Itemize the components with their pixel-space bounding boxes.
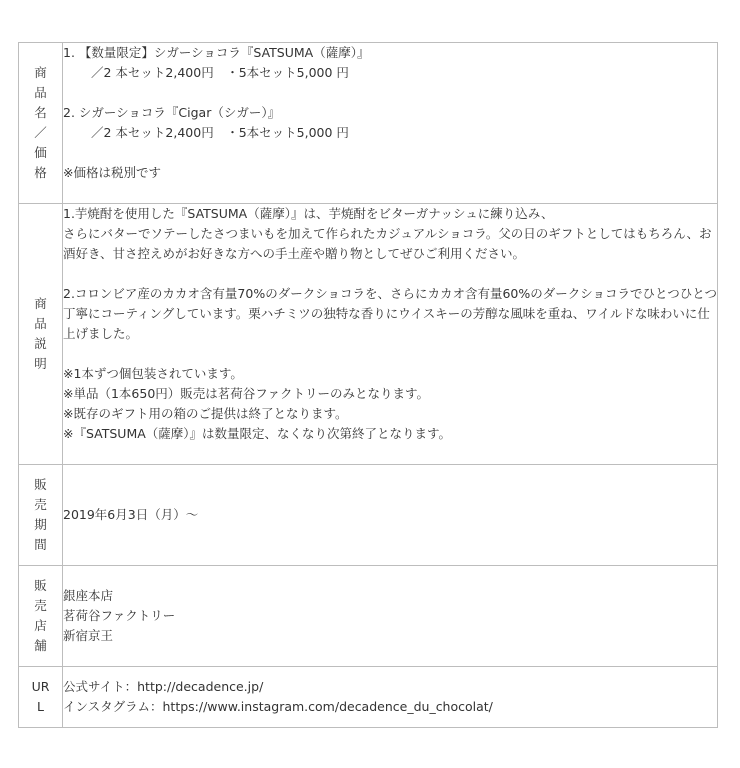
row-label (19, 465, 63, 566)
store-item: 茗荷谷ファクトリー (63, 608, 176, 623)
label-char: 売 (34, 497, 47, 512)
official-site-link[interactable]: 公式サイト：http://decadence.jp/ (63, 679, 264, 694)
label-char: 明 (34, 356, 47, 371)
product-2-price: ／2 本セット2,400円 ・5本セット5,000 円 (91, 125, 349, 140)
table-row-sales-period (19, 465, 718, 566)
table-row-stores (19, 566, 718, 667)
row-label (19, 43, 63, 204)
tax-note: ※価格は税別です (63, 165, 161, 180)
label-char: 説 (34, 336, 47, 351)
label-char: 品 (34, 316, 47, 331)
store-item: 新宿京王 (63, 628, 114, 643)
label-char: 期 (34, 517, 47, 532)
note-limited: ※『SATSUMA（薩摩）』は数量限定、なくなり次第終了となります。 (63, 426, 452, 441)
label-char: 品 (34, 85, 47, 100)
description-1-body: さらにバターでソテーしたさつまいもを加えて作られたカジュアルショコラ。父の日のギフトとしてはもちろん、お酒好き、甘さ控えめがお好きな方への手土産や贈り物としてぜひご利用ください。 (63, 226, 712, 261)
row-label (19, 667, 63, 728)
label-char: 価 (34, 145, 47, 160)
table-row-url (19, 667, 718, 728)
row-content (63, 465, 718, 566)
label-char: 名 (34, 105, 47, 120)
label-char: ／ (34, 125, 47, 140)
row-label (19, 566, 63, 667)
table-row-product-name-price (19, 43, 718, 204)
label-char: 格 (34, 165, 47, 180)
row-content (63, 204, 718, 465)
table-row-product-description (19, 204, 718, 465)
row-content (63, 566, 718, 667)
label-char: 間 (34, 537, 47, 552)
description-2-body: 2.コロンビア産のカカオ含有量70%のダークショコラを、さらにカカオ含有量60%のダークショコラでひとつひとつ丁寧にコーティングしています。栗ハチミツの独特な香りにウイスキーの芳醇な風味を重ね、ワイルドな味わいに仕上げました。 (63, 286, 717, 341)
label-char: 商 (34, 296, 47, 311)
note-single-sale: ※単品（1本650円）販売は茗荷谷ファクトリーのみとなります。 (63, 386, 430, 401)
label-char: 店 (34, 618, 47, 633)
label-char: UR (31, 679, 50, 694)
sales-start-date: 2019年6月3日（月）〜 (63, 507, 199, 522)
row-label (19, 204, 63, 465)
label-char: 商 (34, 65, 47, 80)
product-2-name: 2. シガーショコラ『Cigar（シガー）』 (63, 105, 281, 120)
instagram-link[interactable]: インスタグラム：https://www.instagram.com/decadence_du_chocolat/ (63, 699, 493, 714)
row-content (63, 667, 718, 728)
label-char: 舗 (34, 638, 47, 653)
description-1-first-line: 1.芋焼酎を使用した『SATSUMA（薩摩）』は、芋焼酎をビターガナッシュに練り込み、 (63, 206, 554, 221)
note-gift-box: ※既存のギフト用の箱のご提供は終了となります。 (63, 406, 348, 421)
row-content (63, 43, 718, 204)
label-char: L (37, 699, 44, 714)
label-char: 販 (34, 578, 47, 593)
store-item: 銀座本店 (63, 588, 114, 603)
product-1-price: ／2 本セット2,400円 ・5本セット5,000 円 (91, 65, 349, 80)
product-info-table (18, 42, 718, 728)
label-char: 売 (34, 598, 47, 613)
label-char: 販 (34, 477, 47, 492)
note-packaging: ※1本ずつ個包装されています。 (63, 366, 243, 381)
product-1-name: 1. 【数量限定】シガーショコラ『SATSUMA（薩摩）』 (63, 45, 370, 60)
